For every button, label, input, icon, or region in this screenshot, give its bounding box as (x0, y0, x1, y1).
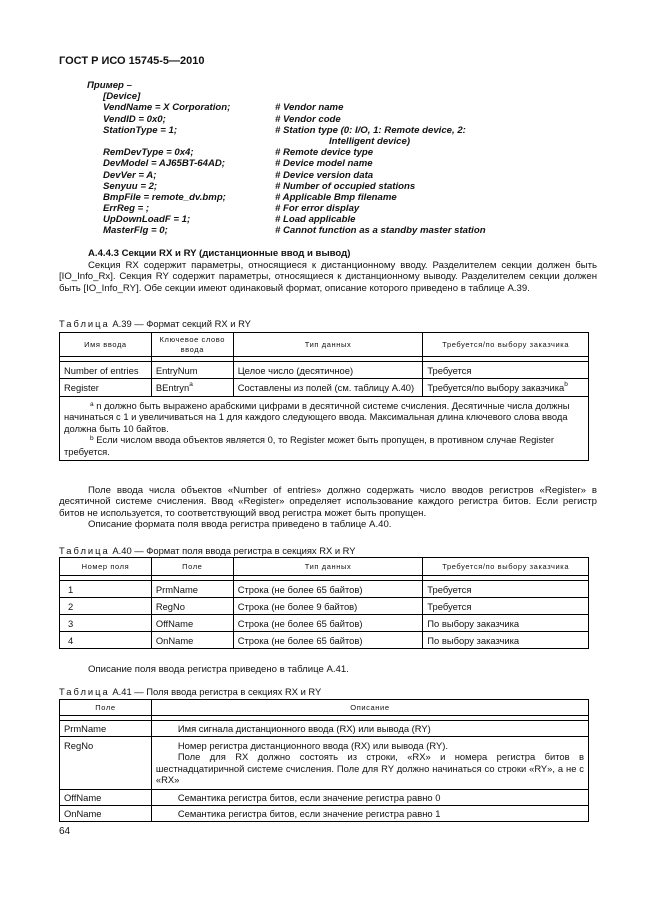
table-notes (60, 397, 589, 461)
cell: Требуется (423, 362, 589, 379)
example-comment: # Device model name (275, 158, 373, 170)
example-label: Пример – (87, 80, 132, 91)
cell: Имя сигнала дистанционного ввода (RX) или вывода (RY) (151, 721, 588, 737)
column-header: Тип данных (233, 333, 423, 357)
example-key: StationType = 1; (103, 124, 178, 136)
footnote-mark: a (189, 381, 193, 388)
table-a39 (59, 332, 589, 461)
document-header: ГОСТ Р ИСО 15745-5—2010 (59, 55, 205, 67)
example-comment: # Device version data (275, 169, 374, 181)
table-a41 (59, 699, 589, 822)
column-header: Тип данных (233, 558, 423, 576)
example-key: VendID = 0x0; (103, 113, 166, 125)
footnote-mark: b (90, 435, 94, 443)
column-header: Имя ввода (60, 333, 152, 357)
note-text: Если числом ввода объектов является 0, то Register может быть пропущен, в противном случае Register требуется. (64, 434, 555, 457)
table-caption (59, 686, 321, 697)
cell: PrmName (151, 581, 233, 598)
column-header: Требуется/по выбору заказчика (423, 558, 589, 576)
cell: Строка (не более 65 байтов) (233, 615, 423, 632)
example-key: ErrReg = ; (103, 203, 150, 215)
paragraph-text: Секция RX содержит параметры, относящиеся к дистанционному вводу. Разделителем секции должен быть [IO_Info_Rx]. Секция RY содержит параметры, относящиеся к дистанционному выводу. Разделителем секции должен быть [IO_Info_RY]. Обе секции имеют одинаковый формат, описание которого приведено в таблице А.39. (59, 260, 597, 294)
example-key: DevVer = A; (103, 169, 157, 181)
column-header: Поле (60, 700, 152, 716)
cell (151, 737, 588, 790)
cell: Целое число (десятичное) (233, 362, 423, 379)
column-header: Описание (151, 700, 588, 716)
example-comment: Intelligent device) (329, 135, 411, 147)
paragraph-text: Поле ввода числа объектов «Number of entries» должно содержать число вводов регистров «Register» в десятичной системе счисления. Ввод «Register» определяет использование каждого регистра битов. Если регистр битов не используется, то соответствующий ввод регистра может быть пропущен. (59, 485, 597, 519)
page-number: 64 (59, 826, 71, 837)
cell-text: Требуется/по выбору заказчика (427, 382, 565, 393)
footnote-mark: b (564, 381, 568, 388)
column-header: Требуется/по выбору заказчика (423, 333, 589, 357)
cell: 2 (60, 598, 152, 615)
caption-word: Таблица (59, 545, 110, 556)
example-key: DevModel = AJ65BT-64AD; (103, 158, 226, 170)
cell: 1 (60, 581, 152, 598)
cell: RegNo (151, 598, 233, 615)
cell: Register (60, 379, 152, 397)
notes-cell (60, 397, 589, 461)
cell: EntryNum (151, 362, 233, 379)
column-header: Поле (151, 558, 233, 576)
cell: RegNo (60, 737, 152, 790)
cell: OnName (60, 805, 152, 821)
cell: Составлены из полей (см. таблицу А.40) (233, 379, 423, 397)
example-key: Senyuu = 2; (103, 180, 158, 192)
table-row (60, 805, 589, 821)
example-comment: # Load applicable (275, 214, 356, 226)
example-key: MasterFlg = 0; (103, 225, 168, 237)
cell: Семантика регистра битов, если значение регистра равно 0 (151, 789, 588, 805)
paragraph (59, 485, 597, 531)
example-key: RemDevType = 0x4; (103, 147, 194, 159)
table-row (60, 379, 589, 397)
cell-text: Номер регистра дистанционного ввода (RX) или вывода (RY). (177, 740, 449, 751)
caption-word: Таблица (59, 318, 110, 329)
example-comment: # Vendor name (275, 102, 344, 114)
table-row (60, 581, 589, 598)
cell (423, 379, 589, 397)
caption-word: Таблица (59, 686, 110, 697)
example-key: BmpFile = remote_dv.bmp; (103, 191, 226, 203)
cell: PrmName (60, 721, 152, 737)
table-row (60, 789, 589, 805)
table-row (60, 598, 589, 615)
example-comment: # Cannot function as a standby master station (275, 225, 486, 237)
example-key: VendName = X Corporation; (103, 102, 231, 114)
cell: Number of entries (60, 362, 152, 379)
paragraph-text: Описание поля ввода регистра приведено в таблице А.41. (88, 664, 349, 675)
cell: Требуется (423, 598, 589, 615)
example-section: [Device] (103, 91, 141, 103)
paragraph-text: Описание формата поля ввода регистра приведено в таблице А.40. (88, 519, 392, 531)
cell-text: BEntryn (155, 382, 190, 393)
example-comment: # Vendor code (275, 113, 341, 125)
caption-text: А.39 — Формат секций RX и RY (112, 318, 251, 329)
note-text: n должно быть выражено арабскими цифрами в десятичной системе счисления. Десятичные числа должны начинаться с 1 и увеличиваться на 1 для каждого следующего ввода. Максимальная длина ключевого слова ввода должна быть 10 байтов. (64, 400, 570, 434)
note-a (64, 400, 584, 434)
table-caption (59, 545, 356, 556)
cell: Семантика регистра битов, если значение регистра равно 1 (151, 805, 588, 821)
table-row (60, 615, 589, 632)
paragraph (59, 664, 597, 675)
example-comment: # For error display (275, 203, 360, 215)
table-caption (59, 318, 251, 329)
table-row (60, 721, 589, 737)
column-header: Номер поля (60, 558, 152, 576)
table-row (60, 737, 589, 790)
cell: OnName (151, 632, 233, 649)
cell: 3 (60, 615, 152, 632)
caption-text: А.40 — Формат поля ввода регистра в секциях RX и RY (112, 545, 356, 556)
cell: OffName (151, 615, 233, 632)
section-title: A.4.4.3 Секции RX и RY (дистанционные ввод и вывод) (88, 248, 351, 259)
cell (151, 379, 233, 397)
cell: Строка (не более 9 байтов) (233, 598, 423, 615)
column-header: Ключевое слово ввода (151, 333, 233, 357)
cell: По выбору заказчика (423, 632, 589, 649)
paragraph (59, 260, 597, 294)
example-comment: # Station type (0: I/O, 1: Remote device, 2: (275, 124, 466, 136)
table-a40 (59, 557, 589, 649)
footnote-mark: a (90, 401, 94, 408)
table-row (60, 632, 589, 649)
example-key: UpDownLoadF = 1; (103, 214, 191, 226)
cell: Строка (не более 65 байтов) (233, 632, 423, 649)
cell: Требуется (423, 581, 589, 598)
cell: По выбору заказчика (423, 615, 589, 632)
caption-text: А.41 — Поля ввода регистра в секциях RX и RY (112, 686, 322, 697)
cell: Строка (не более 65 байтов) (233, 581, 423, 598)
cell-text: Поле для RX должно состоять из строки, «RX» и номера регистра битов в шестнадцатиричной системе счисления. Поле для RY должно начинаться со строки «RY», а не с «RX» (155, 751, 584, 786)
example-comment: # Remote device type (275, 147, 374, 159)
note-b (64, 434, 584, 457)
cell: OffName (60, 789, 152, 805)
example-comment: # Number of occupied stations (275, 180, 416, 192)
table-row (60, 362, 589, 379)
cell: 4 (60, 632, 152, 649)
example-comment: # Applicable Bmp filename (275, 191, 397, 203)
